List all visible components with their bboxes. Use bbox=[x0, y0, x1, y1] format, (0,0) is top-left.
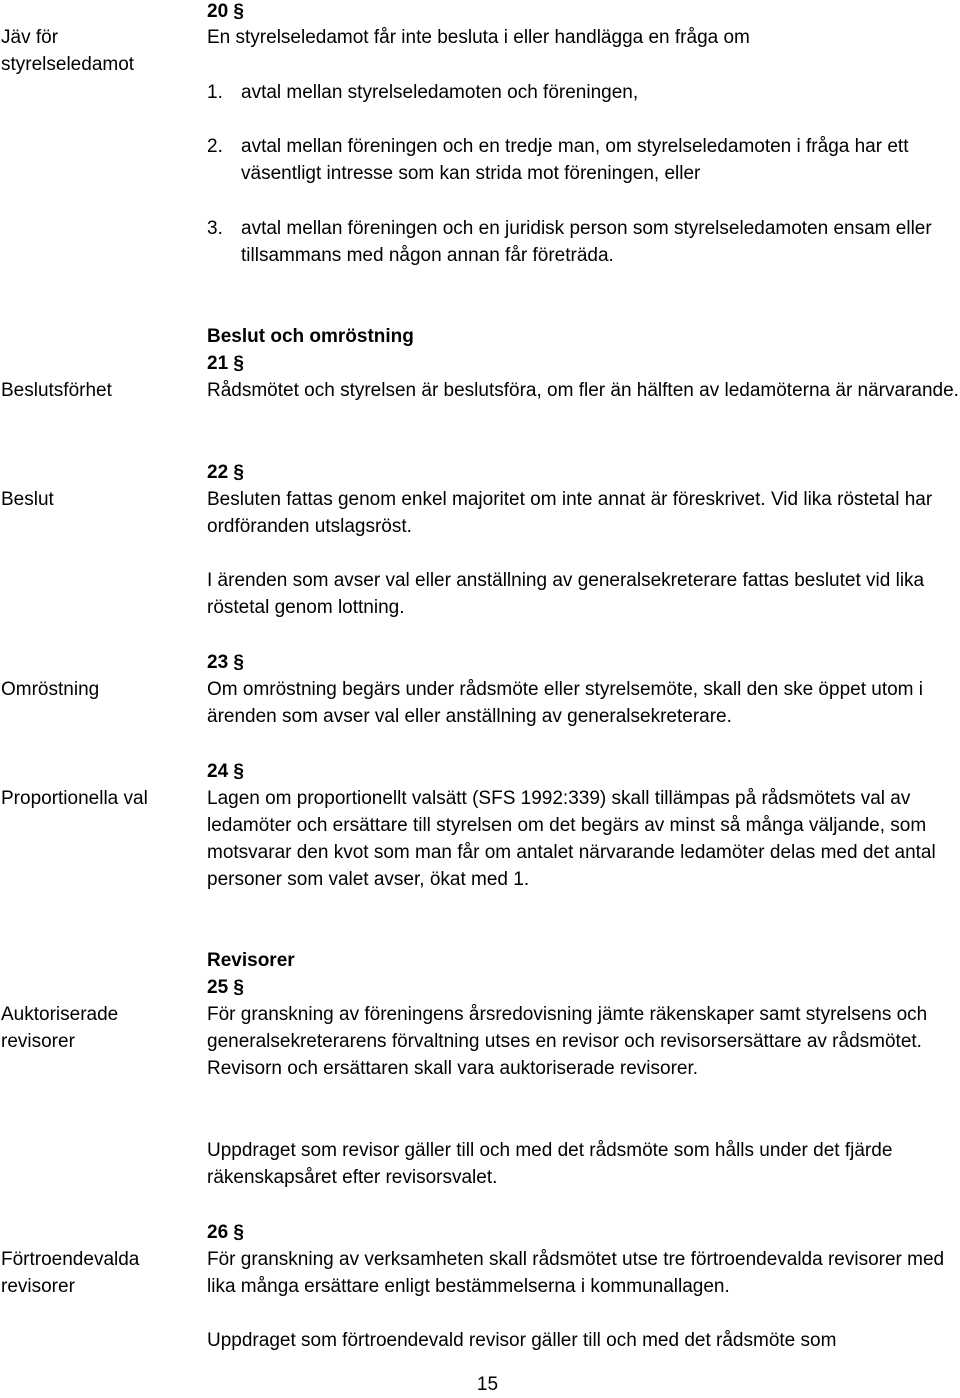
margin-label-jav: Jäv för styrelseledamot bbox=[1, 27, 135, 75]
list-item-text: avtal mellan styrelseledamoten och föreningen, bbox=[241, 82, 639, 103]
section-number-25: 25 § bbox=[207, 977, 244, 998]
heading-revisorer: Revisorer bbox=[207, 950, 295, 971]
section-number-21: 21 § bbox=[207, 353, 244, 374]
margin-label-beslutsforhet: Beslutsförhet bbox=[1, 380, 112, 401]
section-25-text: För granskning av föreningens årsredovisning jämte räkenskaper samt styrelsens och generalsekreterarens förvaltning utses en revisor och revisorsersättare av rådsmötet. Revisorn och ersättaren skall vara auktoriserade revisorer. bbox=[207, 1004, 928, 1079]
list-item-number: 3. bbox=[207, 218, 223, 239]
page-number: 15 bbox=[476, 1374, 499, 1395]
section-23-text: Om omröstning begärs under rådsmöte eller styrelsemöte, skall den ske öppet utom i ärenden som avser val eller anställning av generalsekreterare. bbox=[207, 679, 923, 727]
section-26-text: För granskning av verksamheten skall rådsmötet utse tre förtroendevalda revisorer med lika många ersättare enligt bestämmelserna i kommunallagen. bbox=[207, 1249, 945, 1297]
list-item-text: avtal mellan föreningen och en juridisk person som styrelseledamoten ensam eller tillsammans med någon annan får företräda. bbox=[241, 218, 932, 266]
margin-label-omrostning: Omröstning bbox=[1, 679, 100, 700]
list-item-text: avtal mellan föreningen och en tredje man, om styrelseledamoten i fråga har ett väsentligt intresse som kan strida mot föreningen, eller bbox=[241, 136, 909, 184]
section-20-intro: En styrelseledamot får inte besluta i eller handlägga en fråga om bbox=[207, 27, 750, 48]
list-item-number: 2. bbox=[207, 136, 223, 157]
section-number-22: 22 § bbox=[207, 462, 244, 483]
heading-beslut-och-omrostning: Beslut och omröstning bbox=[207, 326, 414, 347]
section-22-text: Besluten fattas genom enkel majoritet om inte annat är föreskrivet. Vid lika röstetal har ordföranden utslagsröst. bbox=[207, 489, 933, 537]
section-25-text-2: Uppdraget som revisor gäller till och med det rådsmöte som hålls under det fjärde räkenskapsåret efter revisorsvalet. bbox=[207, 1140, 893, 1188]
list-item-number: 1. bbox=[207, 82, 223, 103]
section-number-23: 23 § bbox=[207, 652, 244, 673]
margin-label-auktoriserade-revisorer: Auktoriserade revisorer bbox=[1, 1004, 119, 1052]
margin-label-beslut: Beslut bbox=[1, 489, 54, 510]
section-22-text-2: I ärenden som avser val eller anställning av generalsekreterare fattas beslutet vid lika röstetal genom lottning. bbox=[207, 570, 925, 618]
margin-label-fortroendevalda-revisorer: Förtroendevalda revisorer bbox=[1, 1249, 140, 1297]
section-24-text: Lagen om proportionellt valsätt (SFS 1992:339) skall tillämpas på rådsmötets val av ledamöter och ersättare till styrelsen om det begärs av minst så många väljande, som motsvarar den kvot som man får om antalet närvarande ledamöter delas med det antal personer som valet avser, ökat med 1. bbox=[207, 788, 936, 890]
section-21-text: Rådsmötet och styrelsen är beslutsföra, om fler än hälften av ledamöterna är närvarande. bbox=[207, 380, 959, 401]
section-number-20: 20 § bbox=[207, 1, 244, 22]
section-number-24: 24 § bbox=[207, 761, 244, 782]
margin-label-proportionella-val: Proportionella val bbox=[1, 788, 148, 809]
section-number-26: 26 § bbox=[207, 1222, 244, 1243]
section-26-text-2: Uppdraget som förtroendevald revisor gäller till och med det rådsmöte som bbox=[207, 1330, 837, 1351]
